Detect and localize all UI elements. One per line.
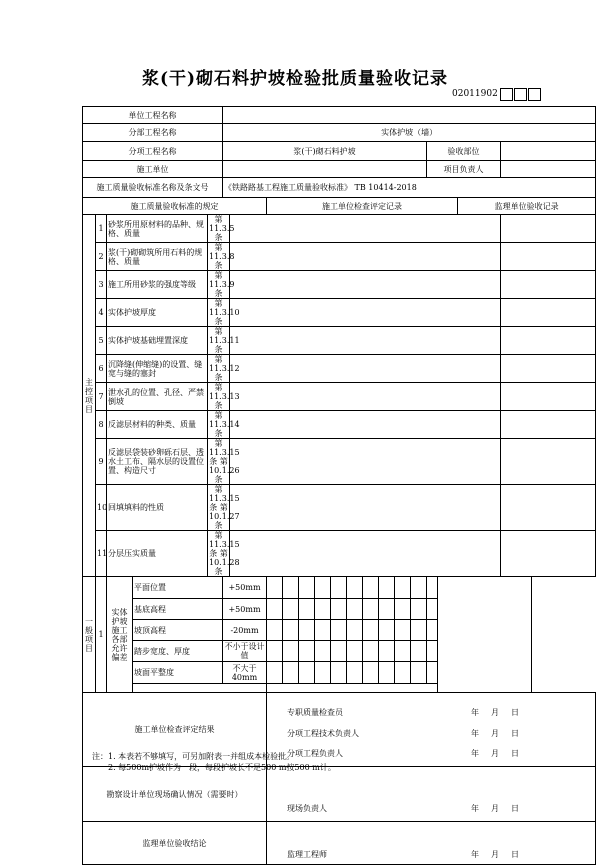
date-day: 日 [511,729,519,738]
measure-cell[interactable] [379,641,395,662]
measure-cell[interactable] [315,641,331,662]
measure-cell[interactable] [283,620,299,641]
deviation-tolerance: +50mm [223,599,267,620]
item-text: 施工所用砂浆的强度等级 [107,271,208,299]
measure-cell[interactable] [331,599,347,620]
item-text: 反滤层袋装砂卵砾石层、透水土工布、隔水层的设置位置、构造尺寸 [107,439,208,485]
supervision-record-cell[interactable] [501,383,596,411]
date-month: 月 [491,850,499,859]
construction-record-cell[interactable] [230,355,501,383]
measure-cell[interactable] [347,599,363,620]
supervision-conclusion-cell[interactable] [267,822,596,865]
item-clause: 第11.3.15条 第10.1.26条 [209,439,240,484]
measure-cell[interactable] [411,641,427,662]
item-project-label: 分项工程名称 [83,142,223,161]
measure-cell[interactable] [283,577,299,599]
deviation-name: 坡顶高程 [133,620,223,641]
supervision-record-header: 监理单位验收记录 [458,198,596,215]
item-clause: 第11.3.15条 第10.1.27条 [209,485,240,530]
form-title: 浆(干)砌石料护坡检验批质量验收记录 [141,69,449,89]
item-number: 6 [96,355,107,383]
date-day: 日 [511,708,519,717]
measure-cell[interactable] [363,620,379,641]
date-month: 月 [491,749,499,758]
date-month: 月 [491,708,499,717]
measure-cell[interactable] [315,662,331,684]
measure-cell[interactable] [363,641,379,662]
item-clause: 第11.3.8条 [209,243,235,270]
measure-cell[interactable] [395,577,411,599]
measure-cell[interactable] [347,662,363,684]
measure-cell[interactable] [283,641,299,662]
sub-project-label: 分部工程名称 [83,124,223,142]
measure-cell[interactable] [363,599,379,620]
measure-cell[interactable] [331,620,347,641]
measure-cell[interactable] [427,599,438,620]
item-text: 分层压实质量 [107,531,208,577]
measure-cell[interactable] [283,662,299,684]
item-number: 8 [96,411,107,439]
measure-cell[interactable] [299,577,315,599]
measure-cell[interactable] [427,620,438,641]
construction-record-cell[interactable] [230,411,501,439]
quality-inspector-label: 专职质量检查员 [287,708,343,717]
measure-cell[interactable] [411,599,427,620]
measure-cell[interactable] [267,662,283,684]
measure-cell[interactable] [427,641,438,662]
item-clause: 第11.3.12条 [209,355,240,382]
measure-cell[interactable] [363,662,379,684]
item-number: 10 [96,485,107,531]
measure-cell[interactable] [315,620,331,641]
construction-record-cell[interactable] [230,485,501,531]
measure-cell[interactable] [347,641,363,662]
sub-project-value[interactable]: 实体护坡（墙） [223,124,596,142]
measure-cell[interactable] [379,620,395,641]
code-box[interactable] [500,88,513,101]
deviation-tolerance: -20mm [223,620,267,641]
footnote-1: 注：1. 本表若不够填写，可另加附表一并组成本检验批。 [92,752,295,761]
project-manager-label: 项目负责人 [427,161,501,178]
item-clause: 第11.3.15条 第10.1.28条 [209,531,240,576]
blank-cell [267,684,438,693]
footnote-2: 2. 每500m护坡作为一段，每段护坡长不足500 m按500 m计。 [108,763,336,772]
supervision-record-cell[interactable] [501,243,596,271]
measure-cell[interactable] [347,577,363,599]
supervision-record-cell[interactable] [501,299,596,327]
supervision-engineer-label: 监理工程师 [287,850,327,859]
supervision-record-cell[interactable] [501,327,596,355]
main-control-label: 主控项目 [83,215,96,577]
measure-cell[interactable] [347,620,363,641]
date-year: 年 [471,850,479,859]
item-number: 4 [96,299,107,327]
item-clause: 第11.3.13条 [209,383,240,410]
item-number: 3 [96,271,107,299]
item-clause: 第11.3.10条 [209,299,240,326]
supervision-record-cell[interactable] [501,531,596,577]
deviation-tolerance: 不大于40mm [223,662,267,684]
spec-column-header: 施工质量验收标准的规定 [83,198,267,215]
construction-record-cell[interactable] [230,383,501,411]
construction-record-cell[interactable] [230,271,501,299]
measure-cell[interactable] [427,577,438,599]
measure-cell[interactable] [363,577,379,599]
measure-cell[interactable] [331,577,347,599]
code-box[interactable] [514,88,527,101]
supervision-conclusion-label: 监理单位验收结论 [83,822,267,865]
deviation-name: 踏步宽度、厚度 [133,641,223,662]
measure-cell[interactable] [267,620,283,641]
general-item-label: 一般项目 [83,577,96,693]
measure-cell[interactable] [395,599,411,620]
measure-cell[interactable] [331,641,347,662]
item-text: 泄水孔的位置、孔径、严禁倒坡 [107,383,208,411]
measure-cell[interactable] [331,662,347,684]
construction-unit-label: 施工单位 [83,161,223,178]
acceptance-part-value[interactable] [501,142,596,161]
construction-record-cell[interactable] [230,243,501,271]
item-text: 砂浆所用原材料的品种、规格、质量 [107,215,208,243]
supervision-record-cell[interactable] [501,215,596,243]
measure-cell[interactable] [299,662,315,684]
tech-manager-label: 分项工程技术负责人 [287,729,359,738]
construction-record-cell[interactable] [230,531,501,577]
measure-cell[interactable] [395,641,411,662]
acceptance-part-label: 验收部位 [427,142,501,161]
measure-cell[interactable] [267,577,283,599]
measure-cell[interactable] [315,599,331,620]
item-text: 回填填料的性质 [107,485,208,531]
construction-unit-value[interactable] [223,161,427,178]
item-project-value[interactable]: 浆(干)砌石料护坡 [223,142,427,161]
item-text: 实体护坡厚度 [107,299,208,327]
measure-cell[interactable] [267,641,283,662]
measure-cell[interactable] [395,620,411,641]
supervision-record-cell[interactable] [501,485,596,531]
deviation-tolerance: 不小于设计值 [224,642,265,660]
item-number: 9 [96,439,107,485]
date-day: 日 [511,850,519,859]
form-code: 02011902 [452,89,498,99]
blank-cell [133,684,267,693]
measure-cell[interactable] [283,599,299,620]
item-manager-label: 分项工程负责人 [287,749,343,758]
design-confirm-label: 勘察设计单位现场确认情况（需要时） [83,767,267,822]
date-year: 年 [471,729,479,738]
construction-record-cell[interactable] [230,327,501,355]
design-confirm-cell[interactable] [267,767,596,822]
date-day: 日 [511,749,519,758]
measure-cell[interactable] [427,662,438,684]
measure-cell[interactable] [395,662,411,684]
measure-cell[interactable] [299,599,315,620]
supervision-record-cell[interactable] [501,411,596,439]
item-clause: 第11.3.11条 [209,327,240,354]
item-number: 7 [96,383,107,411]
item-text: 沉降缝(伸缩缝)的设置、缝宽与缝的塞封 [107,355,208,383]
supervision-general-cell[interactable] [438,577,532,693]
construction-record-cell[interactable] [230,215,501,243]
date-year: 年 [471,804,479,813]
project-manager-value[interactable] [501,161,596,178]
date-year: 年 [471,708,479,717]
measure-cell[interactable] [411,620,427,641]
construction-record-cell[interactable] [230,299,501,327]
item-number: 1 [96,215,107,243]
measure-cell[interactable] [411,577,427,599]
item-text: 反滤层材料的种类、质量 [107,411,208,439]
item-text: 实体护坡基础埋置深度 [107,327,208,355]
measure-cell[interactable] [315,577,331,599]
measure-cell[interactable] [299,620,315,641]
construction-result-label: 施工单位检查评定结果 [83,693,267,767]
unit-project-value[interactable] [223,107,596,124]
item-number: 5 [96,327,107,355]
measure-cell[interactable] [379,599,395,620]
item-clause: 第11.3.5条 [209,215,235,242]
date-month: 月 [491,729,499,738]
general-item-number: 1 [96,577,107,693]
measure-cell[interactable] [267,599,283,620]
code-box[interactable] [528,88,541,101]
item-number: 11 [96,531,107,577]
measure-cell[interactable] [411,662,427,684]
deviation-tolerance: +50mm [223,577,267,599]
supervision-record-cell[interactable] [501,271,596,299]
standard-label: 施工质量验收标准名称及条文号 [83,178,223,198]
site-manager-label: 现场负责人 [287,804,327,813]
code-boxes[interactable] [500,88,542,107]
supervision-record-cell[interactable] [501,439,596,485]
date-day: 日 [511,804,519,813]
footnotes [92,751,336,773]
item-text: 浆(干)砌砌筑所用石料的规格、质量 [107,243,208,271]
unit-project-label: 单位工程名称 [83,107,223,124]
deviation-name: 基底高程 [133,599,223,620]
standard-value[interactable]: 《铁路路基工程施工质量验收标准》 TB 10414-2018 [223,178,596,198]
deviation-name: 平面位置 [133,577,223,599]
deviation-name: 坡面平整度 [133,662,223,684]
item-clause: 第11.3.14条 [209,411,240,438]
measure-cell[interactable] [379,662,395,684]
construction-record-cell[interactable] [230,439,501,485]
supervision-record-cell[interactable] [501,355,596,383]
item-number: 2 [96,243,107,271]
measure-cell[interactable] [379,577,395,599]
date-month: 月 [491,804,499,813]
date-year: 年 [471,749,479,758]
item-clause: 第11.3.9条 [209,271,235,298]
general-sub-label: 实体护坡施工各部允许偏差 [107,577,133,693]
measure-cell[interactable] [299,641,315,662]
construction-check-header: 施工单位检查评定记录 [267,198,458,215]
